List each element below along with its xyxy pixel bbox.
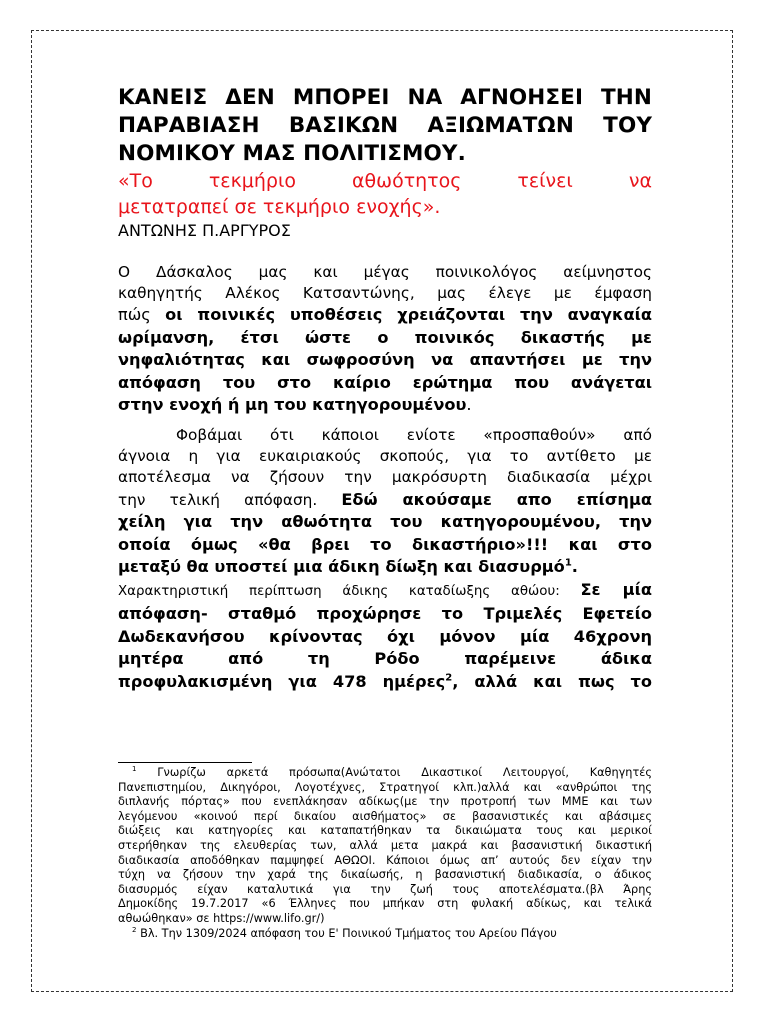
- text-line: νηφαλιότητας και σωφροσύνη να απαντήσει με την: [118, 350, 652, 370]
- footnotes: [118, 766, 652, 941]
- text-line: προφυλακισμένη για 478 ημέρες$^2$, αλλά και πως το: [118, 671, 652, 691]
- subtitle-line: μετατραπεί σε τεκμήριο ενοχής».: [118, 196, 441, 218]
- footnote-1-line: διώξεις και κατηγορίες και καταπατήθηκαν τα δικαιώματα τους και μερικοί: [118, 824, 652, 838]
- text-line: μητέρα από τη Ρόδο παρέμεινε άδικα: [118, 649, 652, 669]
- text-line: Χαρακτηριστική περίπτωση άδικης καταδίωξης αθώου: Σε μία: [118, 579, 653, 599]
- text-line: ωρίμανση, έτσι ώστε ο ποινικός δικαστής με: [118, 327, 652, 347]
- footnote-ref-2[interactable]: 2: [445, 672, 453, 684]
- text-line: αποτέλεσμα να ζήσουν την μακρόσυρτη διαδικασία μέχρι: [118, 468, 652, 487]
- footnote-ref-1[interactable]: 1: [564, 557, 572, 569]
- document-subtitle: [118, 168, 652, 220]
- footnote-number: 1: [132, 765, 137, 774]
- footnote-1-line: Πανεπιστημίου, Δικηγόροι, Λογοτέχνες, Στρατηγοί κλπ.)αλλά και «ανθρώποι της: [118, 780, 652, 794]
- footnote-1-line: Δημοκίδης 19.7.2017 «6 Έλληνες που μπήκαν στη φυλακή αδίκως, και τελικά: [118, 897, 652, 911]
- footnote-number: 2: [132, 925, 137, 934]
- footnote-1-line: τύχη να ζήσουν την χαρά της δικαίωσής, η βασανιστική διαδικασία, ο άδικος: [118, 868, 652, 882]
- title-line: ΚΑΝΕΙΣ ΔΕΝ ΜΠΟΡΕΙ ΝΑ ΑΓΝΟΗΣΕΙ ΤΗΝ: [118, 85, 652, 110]
- text-line: Ο Δάσκαλος μας και μέγας ποινικολόγος αείμνηστος: [118, 263, 652, 281]
- text-line: χείλη για την αθωότητα του κατηγορουμένου, την: [118, 512, 652, 532]
- text-line: την τελική απόφαση. Εδώ ακούσαμε απο επίσημα: [118, 489, 652, 509]
- footnote-1-line: διαδικασία αποδόθηκαν παμψηφεί ΑΘΩΟΙ. Κάποιοι όμως απ’ αυτούς δεν είχαν την: [118, 853, 652, 867]
- text-line: πώς οι ποινικές υποθέσεις χρειάζονται την αναγκαία: [118, 305, 653, 325]
- text-line: οποία όμως «θα βρει το δικαστήριο»!!! και στο: [118, 534, 652, 554]
- text-line: στην ενοχή ή μη του κατηγορουμένου.: [118, 395, 472, 415]
- text-line: Φοβάμαι ότι κάποιοι ενίοτε «προσπαθούν» από: [176, 425, 652, 444]
- author-name: ΑΝΤΩΝΗΣ Π.ΑΡΓΥΡΟΣ: [118, 221, 291, 240]
- footnote-1-line: διπλανής πόρτας» που ενεπλάκησαν αδίκως(με την προτροπή των ΜΜΕ και των: [118, 795, 652, 809]
- footnote-1-line: $^1$ Γνωρίζω αρκετά πρόσωπα(Ανώτατοι Δικαστικοί Λειτουργοί, Καθηγητές: [132, 765, 652, 779]
- text-line: Δωδεκανήσου κρίνοντας όχι μόνον μία 46χρονη: [118, 626, 652, 646]
- footnote-separator: [118, 762, 252, 763]
- subtitle-line: «Το τεκμήριο αθωότητος τείνει να: [118, 170, 652, 192]
- paragraph-1: [118, 262, 652, 417]
- document-body: [118, 84, 652, 693]
- text-line: άγνοια η για ευκαιριακούς σκοπούς, για το αντίθετο με: [118, 447, 652, 466]
- title-line: ΠΑΡΑΒΙΑΣΗ ΒΑΣΙΚΩΝ ΑΞΙΩΜΑΤΩΝ ΤΟΥ: [118, 113, 652, 138]
- footnote-1-line: λεγόμενου «κοινού περί δικαίου αισθήματος» σε βασανιστικές και αβάσιμες: [118, 809, 652, 823]
- footnote-1-line: διασυρμός είχαν καταλυτικά για την ζωή τους αποτελέσματα.(βλ Άρης: [118, 882, 652, 896]
- footnote-1-line: στερήθηκαν της ελευθερίας των, αλλά μετα μακρά και βασανιστική δικαστική: [118, 838, 652, 852]
- text-line: μεταξύ θα υποστεί μια άδικη δίωξη και διασυρμό$^1$.: [118, 557, 578, 577]
- footnote-2: $^2$ Βλ. Την 1309/2024 απόφαση του Ε' Ποινικού Τμήματος του Αρείου Πάγου: [132, 925, 557, 940]
- paragraph-2: [118, 425, 652, 693]
- title-line: ΝΟΜΙΚΟΥ ΜΑΣ ΠΟΛΙΤΙΣΜΟΥ.: [118, 141, 466, 166]
- footnote-1-line: αθωώθηκαν» σε https://www.lifo.gr/): [118, 911, 325, 925]
- text-line: απόφαση- σταθμό προχώρησε το Τριμελές Εφετείο: [118, 604, 652, 624]
- text-line: απόφαση του στο καίριο ερώτημα που ανάγεται: [118, 372, 652, 392]
- document-title: [118, 84, 652, 168]
- text-line: καθηγητής Αλέκος Κατσαντώνης, μας έλεγε με έμφαση: [118, 284, 652, 303]
